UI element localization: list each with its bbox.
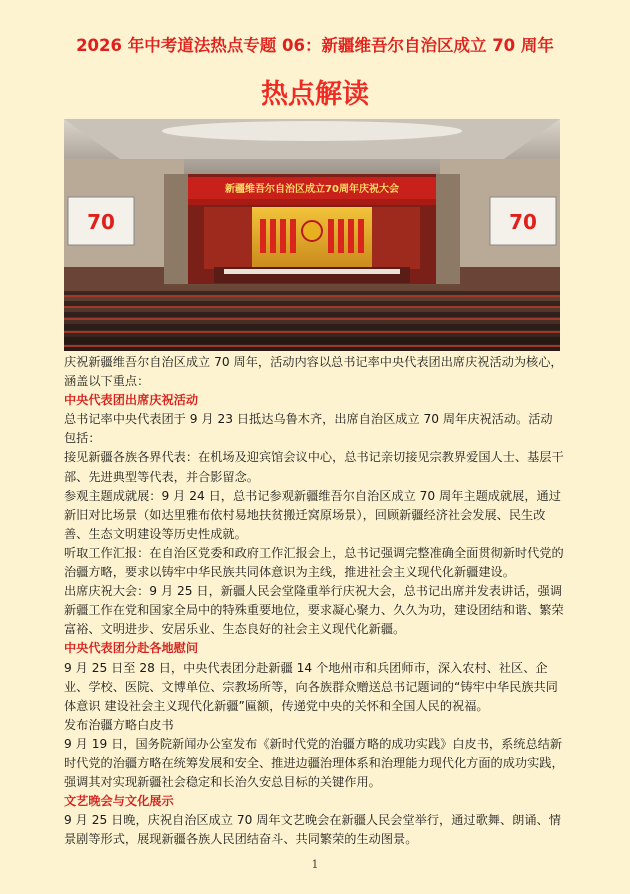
- heading-delegation-visits: 中央代表团分赴各地慰问: [64, 641, 199, 656]
- paragraph-meeting-representatives: 接见新疆各族各界代表：在机场及迎宾馆会议中心，总书记亲切接见宗教界爱国人士、基层干部、先进典型等代表，并合影留念。: [64, 450, 564, 484]
- paragraph-arrival: 总书记率中央代表团于 9 月 23 日抵达乌鲁木齐，出席自治区成立 70 周年庆祝活动。活动包括：: [64, 412, 553, 446]
- hall-banner-text: 新疆维吾尔自治区成立70周年庆祝大会: [225, 184, 399, 195]
- heading-gala: 文艺晚会与文化展示: [64, 794, 174, 809]
- paragraph-white-paper: 9 月 19 日，国务院新闻办公室发布《新时代党的治疆方略的成功实践》白皮书，系统总结新时代党的治疆方略在统筹发展和安全、推进边疆治理体系和治理能力现代化方面的成功实践，强调其对实现新疆社会稳定和长治久安总目标的关键作用。: [64, 736, 564, 790]
- paragraph-work-report: 听取工作汇报：在自治区党委和政府工作汇报会上，总书记强调完整准确全面贯彻新时代党的治疆方略，要求以铸牢中华民族共同体意识为主线，推进社会主义现代化新疆建设。: [64, 545, 564, 580]
- article-body: [64, 353, 564, 849]
- section-title: 热点解读: [261, 79, 369, 110]
- paragraph-exhibition: 参观主题成就展：9 月 24 日，总书记参观新疆维吾尔自治区成立 70 周年主题成就展，通过新旧对比场景（如达里雅布依村易地扶贫搬迁窝原场景），回顾新疆经济社会发展、民生改善、生态文明建设等历史性成就。: [64, 488, 561, 541]
- paragraph-celebration-assembly: 出席庆祝大会：9 月 25 日，新疆人民会堂隆重举行庆祝大会，总书记出席并发表讲话，强调新疆工作在党和国家全局中的特殊重要地位，要求凝心聚力、久久为功，建设团结和谐、繁荣富裕、文明进步、安居乐业、生态良好的社会主义现代化新疆。: [64, 584, 564, 637]
- paragraph-gala: 9 月 25 日晚，庆祝自治区成立 70 周年文艺晚会在新疆人民会堂举行，通过歌舞、朗诵、情景剧等形式，展现新疆各族人民团结奋斗、共同繁荣的生动图景。: [64, 813, 561, 847]
- document-title: 2026 年中考道法热点专题 06：新疆维吾尔自治区成立 70 周年: [76, 36, 554, 55]
- right-screen-number: 70: [509, 210, 537, 234]
- celebration-hall-photo: [64, 119, 560, 351]
- heading-central-delegation: 中央代表团出席庆祝活动: [64, 393, 199, 408]
- intro-paragraph: 庆祝新疆维吾尔自治区成立 70 周年，活动内容以总书记率中央代表团出席庆祝活动为核心，涵盖以下重点：: [64, 355, 563, 389]
- page-number: 1: [311, 858, 319, 871]
- subheading-white-paper: 发布治疆方略白皮书: [64, 717, 174, 732]
- left-screen-number: 70: [87, 210, 115, 234]
- paragraph-visits: 9 月 25 日至 28 日，中央代表团分赴新疆 14 个地州市和兵团师市，深入农村、社区、企业、学校、医院、文博单位、宗教场所等，向各族群众赠送总书记题词的“铸牢中华民族共同体意识 建设社会主义现代化新疆”匾额，传递党中央的关怀和全国人民的祝福。: [64, 660, 558, 713]
